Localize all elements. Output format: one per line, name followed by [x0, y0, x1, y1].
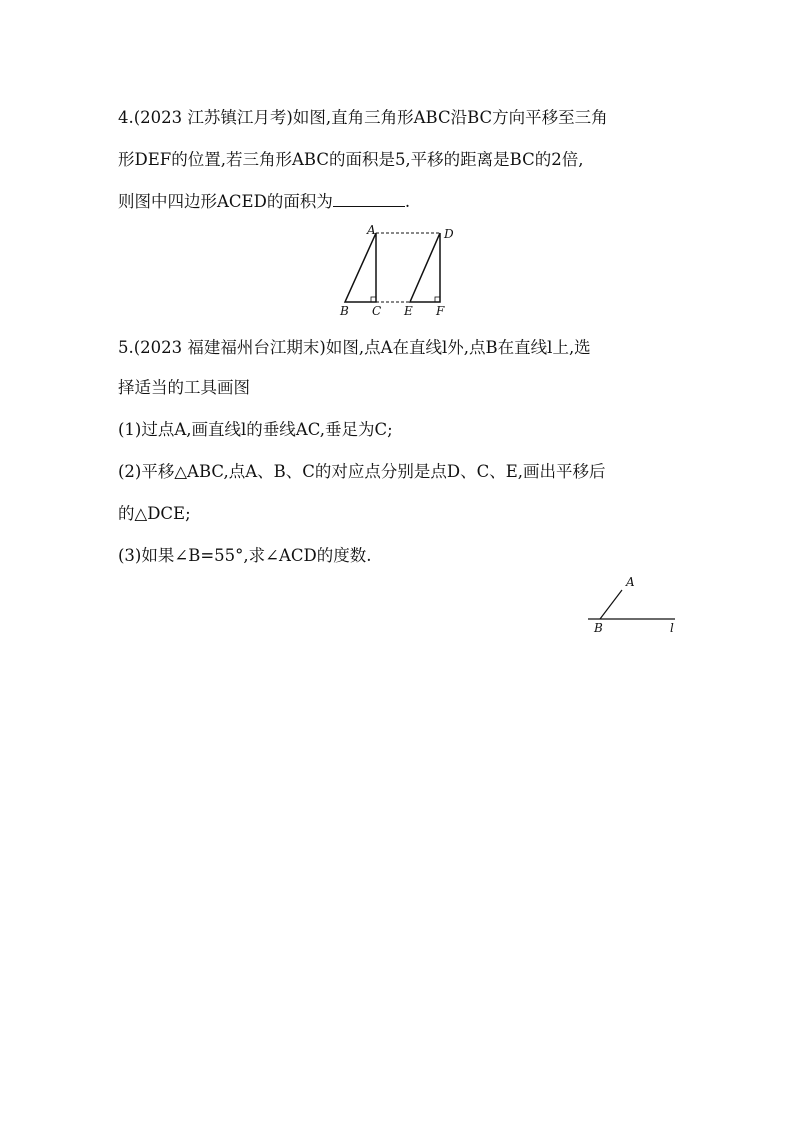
- q4-translation-figure: [330, 220, 460, 320]
- q5-part-1: (1)过点A,画直线l的垂线AC,垂足为C;: [118, 420, 393, 439]
- label-d: D: [444, 227, 454, 241]
- label-e: E: [404, 304, 413, 318]
- q4-line-3-end: .: [404, 192, 411, 211]
- answer-blank: [333, 191, 405, 207]
- label-l: l: [670, 621, 674, 635]
- label-a: A: [367, 223, 376, 237]
- q5-part-2-line-2: 的△DCE;: [118, 504, 191, 523]
- triangle-def: [410, 233, 440, 302]
- segment-ba: [600, 590, 622, 619]
- q5-part-2-line-1: (2)平移△ABC,点A、B、C的对应点分别是点D、C、E,画出平移后: [118, 462, 606, 481]
- q4-line-2: 形DEF的位置,若三角形ABC的面积是5,平移的距离是BC的2倍,: [118, 150, 584, 169]
- label-b: B: [340, 304, 349, 318]
- q4-line-1: 4.(2023 江苏镇江月考)如图,直角三角形ABC沿BC方向平移至三角: [118, 108, 608, 127]
- q5-line-1: 5.(2023 福建福州台江期末)如图,点A在直线l外,点B在直线l上,选: [118, 338, 591, 357]
- label-f: F: [436, 304, 445, 318]
- q5-line-figure: [580, 570, 690, 640]
- triangle-abc: [345, 233, 376, 302]
- q4-line-3: [118, 191, 410, 213]
- label-a: A: [626, 575, 635, 589]
- label-b: B: [594, 621, 603, 635]
- q5-part-3: (3)如果∠B=55°,求∠ACD的度数.: [118, 546, 372, 565]
- q5-line-2: 择适当的工具画图: [118, 378, 250, 397]
- label-c: C: [372, 304, 382, 318]
- q4-line-3-text: 则图中四边形ACED的面积为: [118, 192, 333, 211]
